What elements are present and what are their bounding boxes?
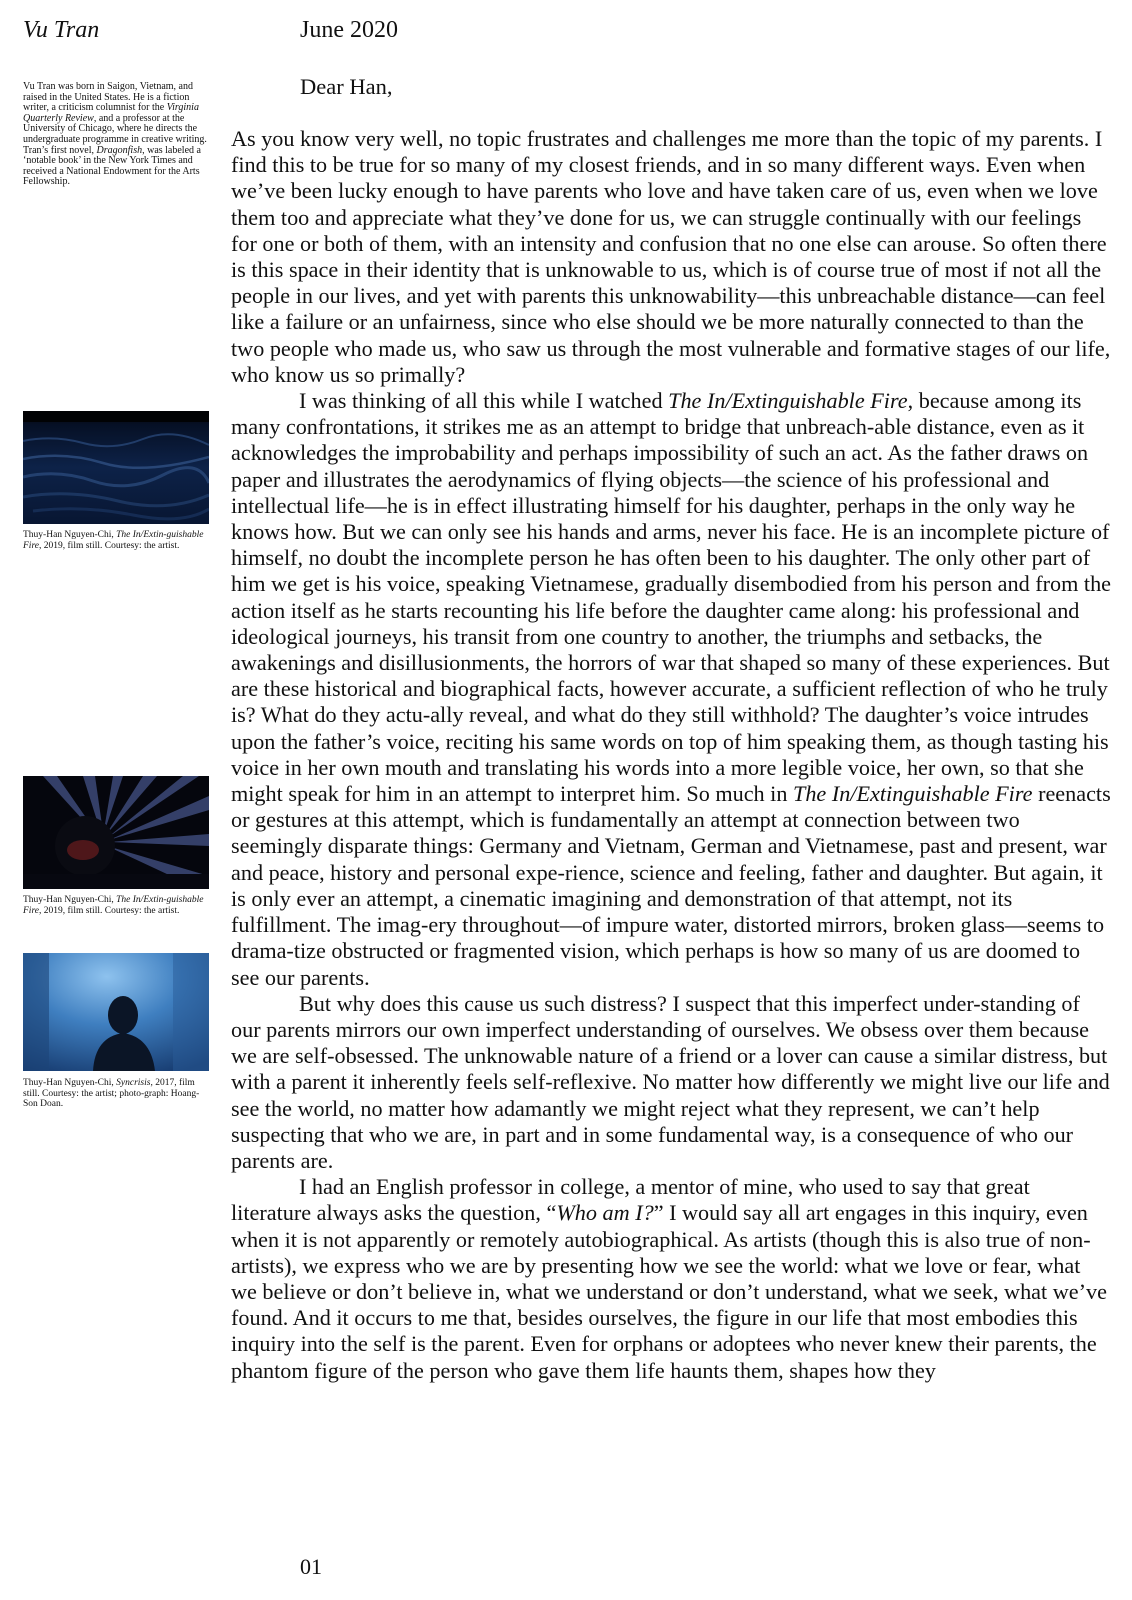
- image-caption-1: [23, 530, 209, 551]
- paragraph-2: [231, 388, 1111, 991]
- film-still-silhouette-image: [23, 953, 209, 1071]
- author-name: Vu Tran: [23, 17, 100, 43]
- paragraph-4-text-b: ” I would say all art engages in this inquiry, even when it is not apparently or remotely autobiographical. As artists (though this is also true of non-artists), we express who we are by presenting how we see the world: what we love or fear, what we believe or don’t believe in, what we understand or don’t understand, what we seek, what we’ve found. And it occurs to me that, besides ourselves, the figure in our life that most embodies this inquiry into the self is the parent. Even for orphans or adoptees who never knew their parents, the phantom figure of the person who gave them life haunts them, shapes how they: [231, 1200, 1107, 1383]
- film-still-water-graphic: [23, 411, 209, 524]
- caption-1-details: , 2019, film still. Courtesy: the artist.: [39, 540, 180, 551]
- caption-3-details: , 2017, film still. Courtesy: the artist; photo-graph: Hoang-Son Doan.: [23, 1078, 200, 1109]
- film-title: The In/Extinguishable Fire: [668, 388, 908, 414]
- bio-text-3: , was labeled a ‘notable book’ in the New York Times and received a National Endowment for the Arts Fellowship.: [23, 144, 201, 188]
- paragraph-4: [231, 1174, 1111, 1384]
- caption-2-artist: Thuy-Han Nguyen-Chi,: [23, 895, 117, 905]
- bio-text-2: , and a professor at the University of Chicago, where he directs the undergraduate programme in creative writing. Tran’s first novel,: [23, 112, 207, 156]
- paragraph-2-text-c: reenacts or gestures at this attempt, which is fundamentally an attempt at connection between two seemingly disparate things: Germany and Vietnam, German and Vietnamese, past and present, war and peace, history and personal expe-rience, science and feeling, father and daughter. But again, it is only ever an attempt, a cinematic imagining and demonstration of that attempt, not its fulfillment. The imag-ery throughout—of impure water, distorted mirrors, broken glass—seems to drama-tize obstructed or fragmented vision, which perhaps is how so many of us are doomed to see our parents.: [231, 781, 1111, 990]
- film-still-rays-graphic: [23, 776, 209, 889]
- author-bio: [23, 82, 209, 188]
- film-still-silhouette-graphic: [23, 953, 209, 1071]
- letter-date: June 2020: [300, 17, 398, 43]
- caption-3-title: Syncrisis: [116, 1078, 151, 1088]
- image-caption-2: [23, 895, 209, 916]
- paragraph-2-text-b: , because among its many confrontations, it strikes me as an attempt to bridge that unbreach-able distance, even as it acknowledges the improbability and perhaps impossibility of such an act. As the father draws on paper and illustrates the aerodynamics of flying objects—the science of his professional and intellectual life—he is in effect illustrating himself for his daughter, perhaps in the only way he knows how. But we can only see his hands and arms, never his face. He is an incomplete picture of himself, no doubt the incomplete person he has often been to his daughter. The only other part of him we get is his voice, speaking Vietnamese, gradually disembodied from his person and from the action itself as he starts recounting his life before the daughter came along: his professional and ideological journeys, his transit from one country to another, the triumphs and setbacks, the awakenings and disillusionments, the horrors of war that shaped so many of these experiences. But are these historical and biographical facts, however accurate, a sufficient reflection of who he truly is? What do they actu-ally reveal, and what do they still withhold? The daughter’s voice intrudes upon the father’s voice, reciting his same words on top of him speaking them, as though tasting his voice in her own mouth and translating his words into a more legible voice, her own, so that she might speak for him in an attempt to interpret him. So much in: [231, 388, 1112, 807]
- paragraph-2-text-a: I was thinking of all this while I watched: [299, 388, 669, 414]
- quoted-question: Who am I?: [556, 1200, 654, 1226]
- caption-3-artist: Thuy-Han Nguyen-Chi,: [23, 1078, 117, 1088]
- caption-2-details: , 2019, film still. Courtesy: the artist.: [39, 905, 180, 916]
- bio-text-1: Vu Tran was born in Saigon, Vietnam, and raised in the United States. He is a fiction writer, a criticism columnist for the: [23, 81, 193, 114]
- caption-1-title: The In/Extin-guishable Fire: [23, 530, 204, 551]
- bio-novel-title: Dragonfish: [96, 144, 143, 156]
- film-title: The In/Extinguishable Fire: [793, 781, 1033, 807]
- caption-2-title: The In/Extin-guishable Fire: [23, 895, 204, 916]
- film-still-rays-image: [23, 776, 209, 889]
- bio-journal-title: Virginia Quarterly Review: [23, 102, 199, 124]
- paragraph-1: As you know very well, no topic frustrates and challenges me more than the topic of my parents. I find this to be true for so many of my closest friends, and in so many different ways. Even when we’ve been lucky enough to have parents who love and have taken care of us, even when we love them too and appreciate what they’ve done for us, we can struggle continually with our feelings for one or both of them, with an intensity and confusion that no one else can arouse. So often there is this space in their identity that is unknowable to us, which is of course true of most if not all the people in our lives, and yet with parents this unknowability—this unbreachable distance—can feel like a failure or an unfairness, since who else should we be more naturally connected to than the two people who made us, who saw us through the most vulnerable and formative stages of our life, who know us so primally?: [231, 126, 1111, 387]
- letter-body: [231, 126, 1111, 1384]
- letter-salutation: Dear Han,: [300, 74, 393, 99]
- paragraph-3: But why does this cause us such distress? I suspect that this imperfect under-standing of our parents mirrors our own imperfect understanding of ourselves. We obsess over them because we are self-obsessed. The unknowable nature of a friend or a lover can cause a similar distress, but with a parent it inherently feels self-reflexive. No matter how differently we might live our life and see the world, no matter how adamantly we might reject what they represent, we can’t help suspecting that who we are, in part and in some fundamental way, is a consequence of who our parents are.: [231, 990, 1110, 1173]
- page-number: 01: [300, 1554, 322, 1579]
- image-caption-3: [23, 1078, 209, 1110]
- film-still-water-image: [23, 411, 209, 524]
- paragraph-4-text-a: I had an English professor in college, a mentor of mine, who used to say that great literature always asks the question, “: [231, 1174, 1030, 1226]
- caption-1-artist: Thuy-Han Nguyen-Chi,: [23, 530, 117, 540]
